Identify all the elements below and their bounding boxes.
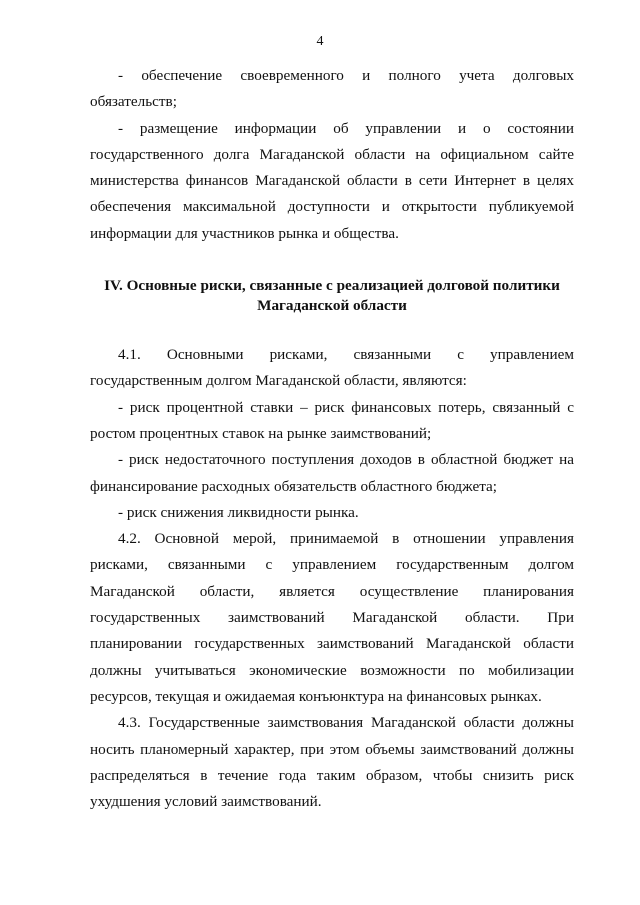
paragraph-4-3: 4.3. Государственные заимствования Магаданской области должны носить планомерный характер, при этом объемы заимствований должны распределяться в течение года таким образом, чтобы снизить риск ухудшения условий заимствований. <box>90 714 574 811</box>
risk-item: - риск недостаточного поступления доходов в областной бюджет на финансирование расходных обязательств областного бюджета; <box>90 451 574 495</box>
document-body <box>90 63 574 815</box>
risk-item: - риск снижения ликвидности рынка. <box>118 503 359 521</box>
paragraph-4-2: 4.2. Основной мерой, принимаемой в отношении управления рисками, связанными с управлением государственным долгом Магаданской области, является осуществление планирования государственных заимствований Магаданской области. При планировании государственных заимствований Магаданской области должны учитываться экономические возможности по мобилизации ресурсов, текущая и ожидаемая конъюнктура на финансовых рынках. <box>90 530 574 705</box>
paragraph-4-1: 4.1. Основными рисками, связанными с управлением государственным долгом Магаданской области, являются: <box>90 346 574 390</box>
section-heading <box>90 276 574 316</box>
list-item: - обеспечение своевременного и полного учета долговых обязательств; <box>90 67 574 111</box>
section-heading-line: Магаданской области <box>257 297 407 315</box>
section-heading-line: IV. Основные риски, связанные с реализацией долговой политики <box>104 277 560 295</box>
list-item: - размещение информации об управлении и о состоянии государственного долга Магаданской области на официальном сайте министерства финансов Магаданской области в сети Интернет в целях обеспечения максимальной доступности и открытости публикуемой информации для участников рынка и общества. <box>90 119 574 242</box>
risk-item: - риск процентной ставки – риск финансовых потерь, связанный с ростом процентных ставок на рынке заимствований; <box>90 398 574 442</box>
page-number: 4 <box>316 34 324 49</box>
